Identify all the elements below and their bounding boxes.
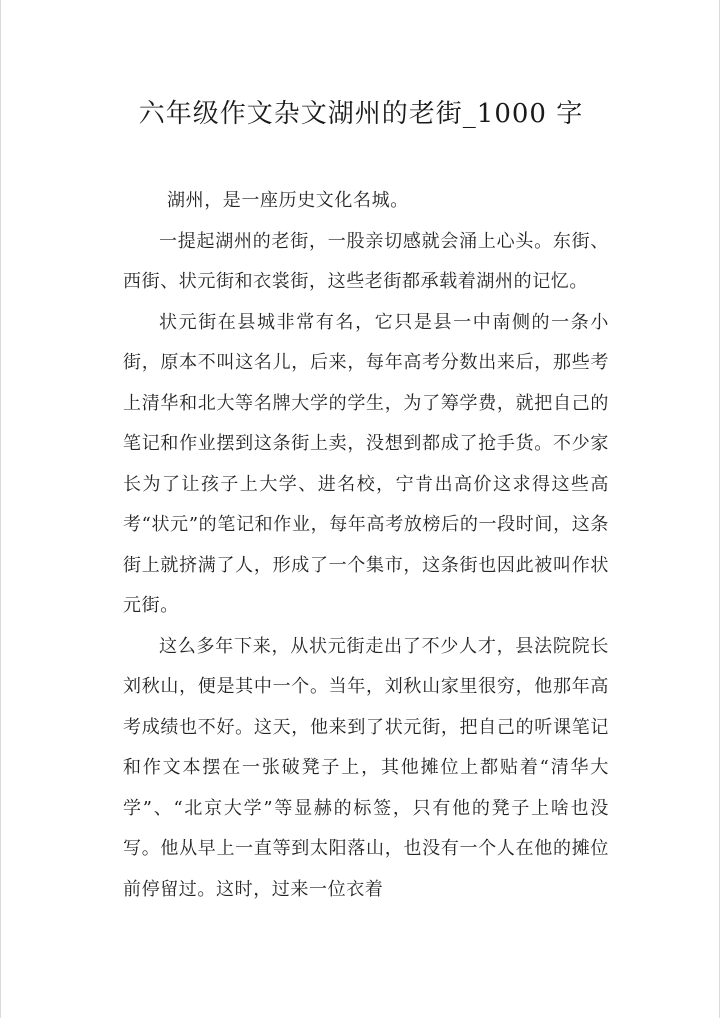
paragraph: 湖州，是一座历史文化名城。 bbox=[167, 190, 409, 211]
paragraph: 一提起湖州的老街，一股亲切感就会涌上心头。东街、西街、状元街和衣裳街，这些老街都承载着湖州的记忆。 bbox=[123, 230, 609, 292]
paragraph: 这么多年下来，从状元街走出了不少人才，县法院院长刘秋山，便是其中一个。当年，刘秋山家里很穷，他那年高考成绩也不好。这天，他来到了状元街，把自己的听课笔记和作文本摆在一张破凳子上，其他摊位上都贴着“清华大学”、“北京大学”等显赫的标签，只有他的凳子上啥也没写。他从早上一直等到太阳落山，也没有一个人在他的摊位前停留过。这时，过来一位衣着 bbox=[123, 635, 609, 900]
document-title: 六年级作文杂文湖州的老街_1000 字 bbox=[138, 99, 584, 129]
paragraph: 状元街在县城非常有名，它只是县一中南侧的一条小街，原本不叫这名儿，后来，每年高考分数出来后，那些考上清华和北大等名牌大学的学生，为了筹学费，就把自己的笔记和作业摆到这条街上卖，没想到都成了抢手货。不少家长为了让孩子上大学、进名校，宁肯出高价这求得这些高考“状元”的笔记和作业，每年高考放榜后的一段时间，这条街上就挤满了人，形成了一个集市，这条街也因此被叫作状元街。 bbox=[123, 311, 609, 616]
document-body bbox=[123, 181, 609, 910]
